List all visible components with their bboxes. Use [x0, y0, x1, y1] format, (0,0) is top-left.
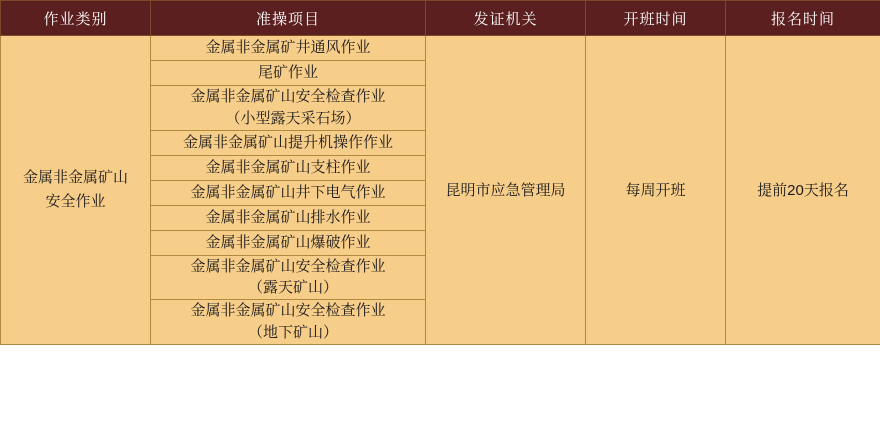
item-line-1: 尾矿作业 [257, 64, 318, 82]
column-header-category: 作业类别 [1, 1, 151, 36]
cell-start-time: 每周开班 [586, 36, 726, 345]
category-line-1: 金属非金属矿山 [22, 168, 128, 186]
cell-issuing-authority: 昆明市应急管理局 [426, 36, 586, 345]
item-line-1: 金属非金属矿山支柱作业 [205, 158, 371, 176]
item-line-1: 金属非金属矿山安全检查作业 [190, 257, 386, 275]
item-line-1: 金属非金属矿井通风作业 [205, 39, 371, 57]
table-row [1, 36, 880, 61]
column-header-issuing-authority: 发证机关 [426, 1, 586, 36]
item-line-2: （露天矿山） [247, 279, 338, 297]
cell-operation-item [151, 255, 426, 300]
item-line-1: 金属非金属矿山安全检查作业 [190, 88, 386, 105]
cell-registration-time: 提前20天报名 [726, 36, 880, 345]
table-header-row [1, 1, 880, 36]
cell-operation-item [151, 180, 426, 205]
cell-operation-item [151, 155, 426, 180]
item-line-1: 金属非金属矿山排水作业 [205, 208, 371, 226]
cell-operation-item [151, 86, 426, 131]
column-header-operation-item: 准操项目 [151, 1, 426, 36]
column-header-start-time: 开班时间 [586, 1, 726, 36]
category-line-2: 安全作业 [45, 192, 106, 210]
column-header-registration-time: 报名时间 [726, 1, 880, 36]
item-line-1: 金属非金属矿山安全检查作业 [190, 302, 386, 319]
cell-operation-item [151, 36, 426, 61]
cell-operation-item [151, 230, 426, 255]
cell-operation-item [151, 205, 426, 230]
item-line-2: （地下矿山） [247, 323, 338, 341]
cell-category [1, 36, 151, 345]
cell-operation-item [151, 61, 426, 86]
item-line-1: 金属非金属矿山爆破作业 [205, 233, 371, 251]
cell-operation-item [151, 130, 426, 155]
table-body [1, 36, 880, 345]
item-line-1: 金属非金属矿山提升机操作作业 [182, 133, 393, 151]
cell-operation-item [151, 300, 426, 345]
item-line-1: 金属非金属矿山井下电气作业 [190, 183, 386, 201]
table-header [1, 1, 880, 36]
item-line-2: （小型露天采石场） [225, 109, 361, 127]
